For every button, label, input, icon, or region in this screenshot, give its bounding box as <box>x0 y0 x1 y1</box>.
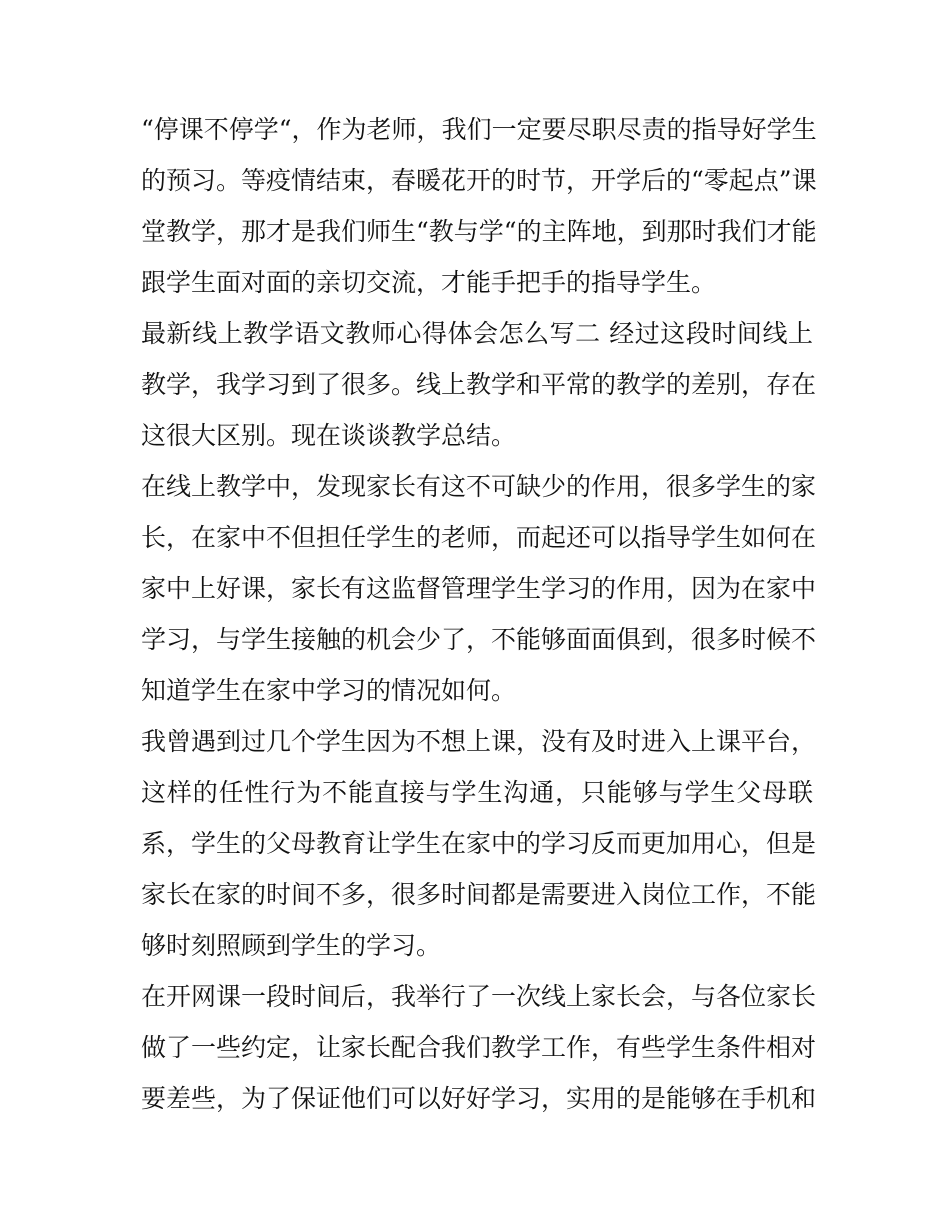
paragraph-3-line-1: 在线上教学中，发现家长有这不可缺少的作用，很多学生的家 <box>141 472 817 501</box>
paragraph-2-line-2: 教学，我学习到了很多。线上教学和平常的教学的差别，存在 <box>141 370 817 399</box>
paragraph-1-line-4: 跟学生面对面的亲切交流，才能手把手的指导学生。 <box>141 268 717 297</box>
paragraph-5-line-3: 要差些，为了保证他们可以好好学习，实用的是能够在手机和 <box>141 1084 817 1113</box>
paragraph-5-line-1: 在开网课一段时间后，我举行了一次线上家长会，与各位家长 <box>141 982 817 1011</box>
paragraph-1-line-1: “停课不停学“，作为老师，我们一定要尽职尽责的指导好学生 <box>141 115 817 144</box>
paragraph-4-line-2: 这样的任性行为不能直接与学生沟通，只能够与学生父母联 <box>141 778 813 807</box>
paragraph-3-line-5: 知道学生在家中学习的情况如何。 <box>141 676 517 705</box>
paragraph-1-line-3: 堂教学，那才是我们师生“教与学“的主阵地，到那时我们才能 <box>141 217 817 246</box>
paragraph-2-line-1: 最新线上教学语文教师心得体会怎么写二 经过这段时间线上 <box>141 319 813 348</box>
paragraph-4-line-4: 家长在家的时间不多，很多时间都是需要进入岗位工作，不能 <box>141 880 817 909</box>
paragraph-3-line-4: 学习，与学生接触的机会少了，不能够面面俱到，很多时候不 <box>141 625 817 654</box>
paragraph-3-line-3: 家中上好课，家长有这监督管理学生学习的作用，因为在家中 <box>141 574 817 603</box>
document-body <box>141 104 817 1124</box>
paragraph-4-line-5: 够时刻照顾到学生的学习。 <box>141 931 442 960</box>
paragraph-1-line-2: 的预习。等疫情结束，春暖花开的时节，开学后的“零起点”课 <box>141 166 817 195</box>
paragraph-4-line-3: 系，学生的父母教育让学生在家中的学习反而更加用心，但是 <box>141 829 817 858</box>
paragraph-3-line-2: 长，在家中不但担任学生的老师，而起还可以指导学生如何在 <box>141 523 817 552</box>
paragraph-4-line-1: 我曾遇到过几个学生因为不想上课，没有及时进入上课平台， <box>141 727 817 756</box>
paragraph-5-line-2: 做了一些约定，让家长配合我们教学工作，有些学生条件相对 <box>141 1033 817 1062</box>
paragraph-2-line-3: 这很大区别。现在谈谈教学总结。 <box>141 421 517 450</box>
